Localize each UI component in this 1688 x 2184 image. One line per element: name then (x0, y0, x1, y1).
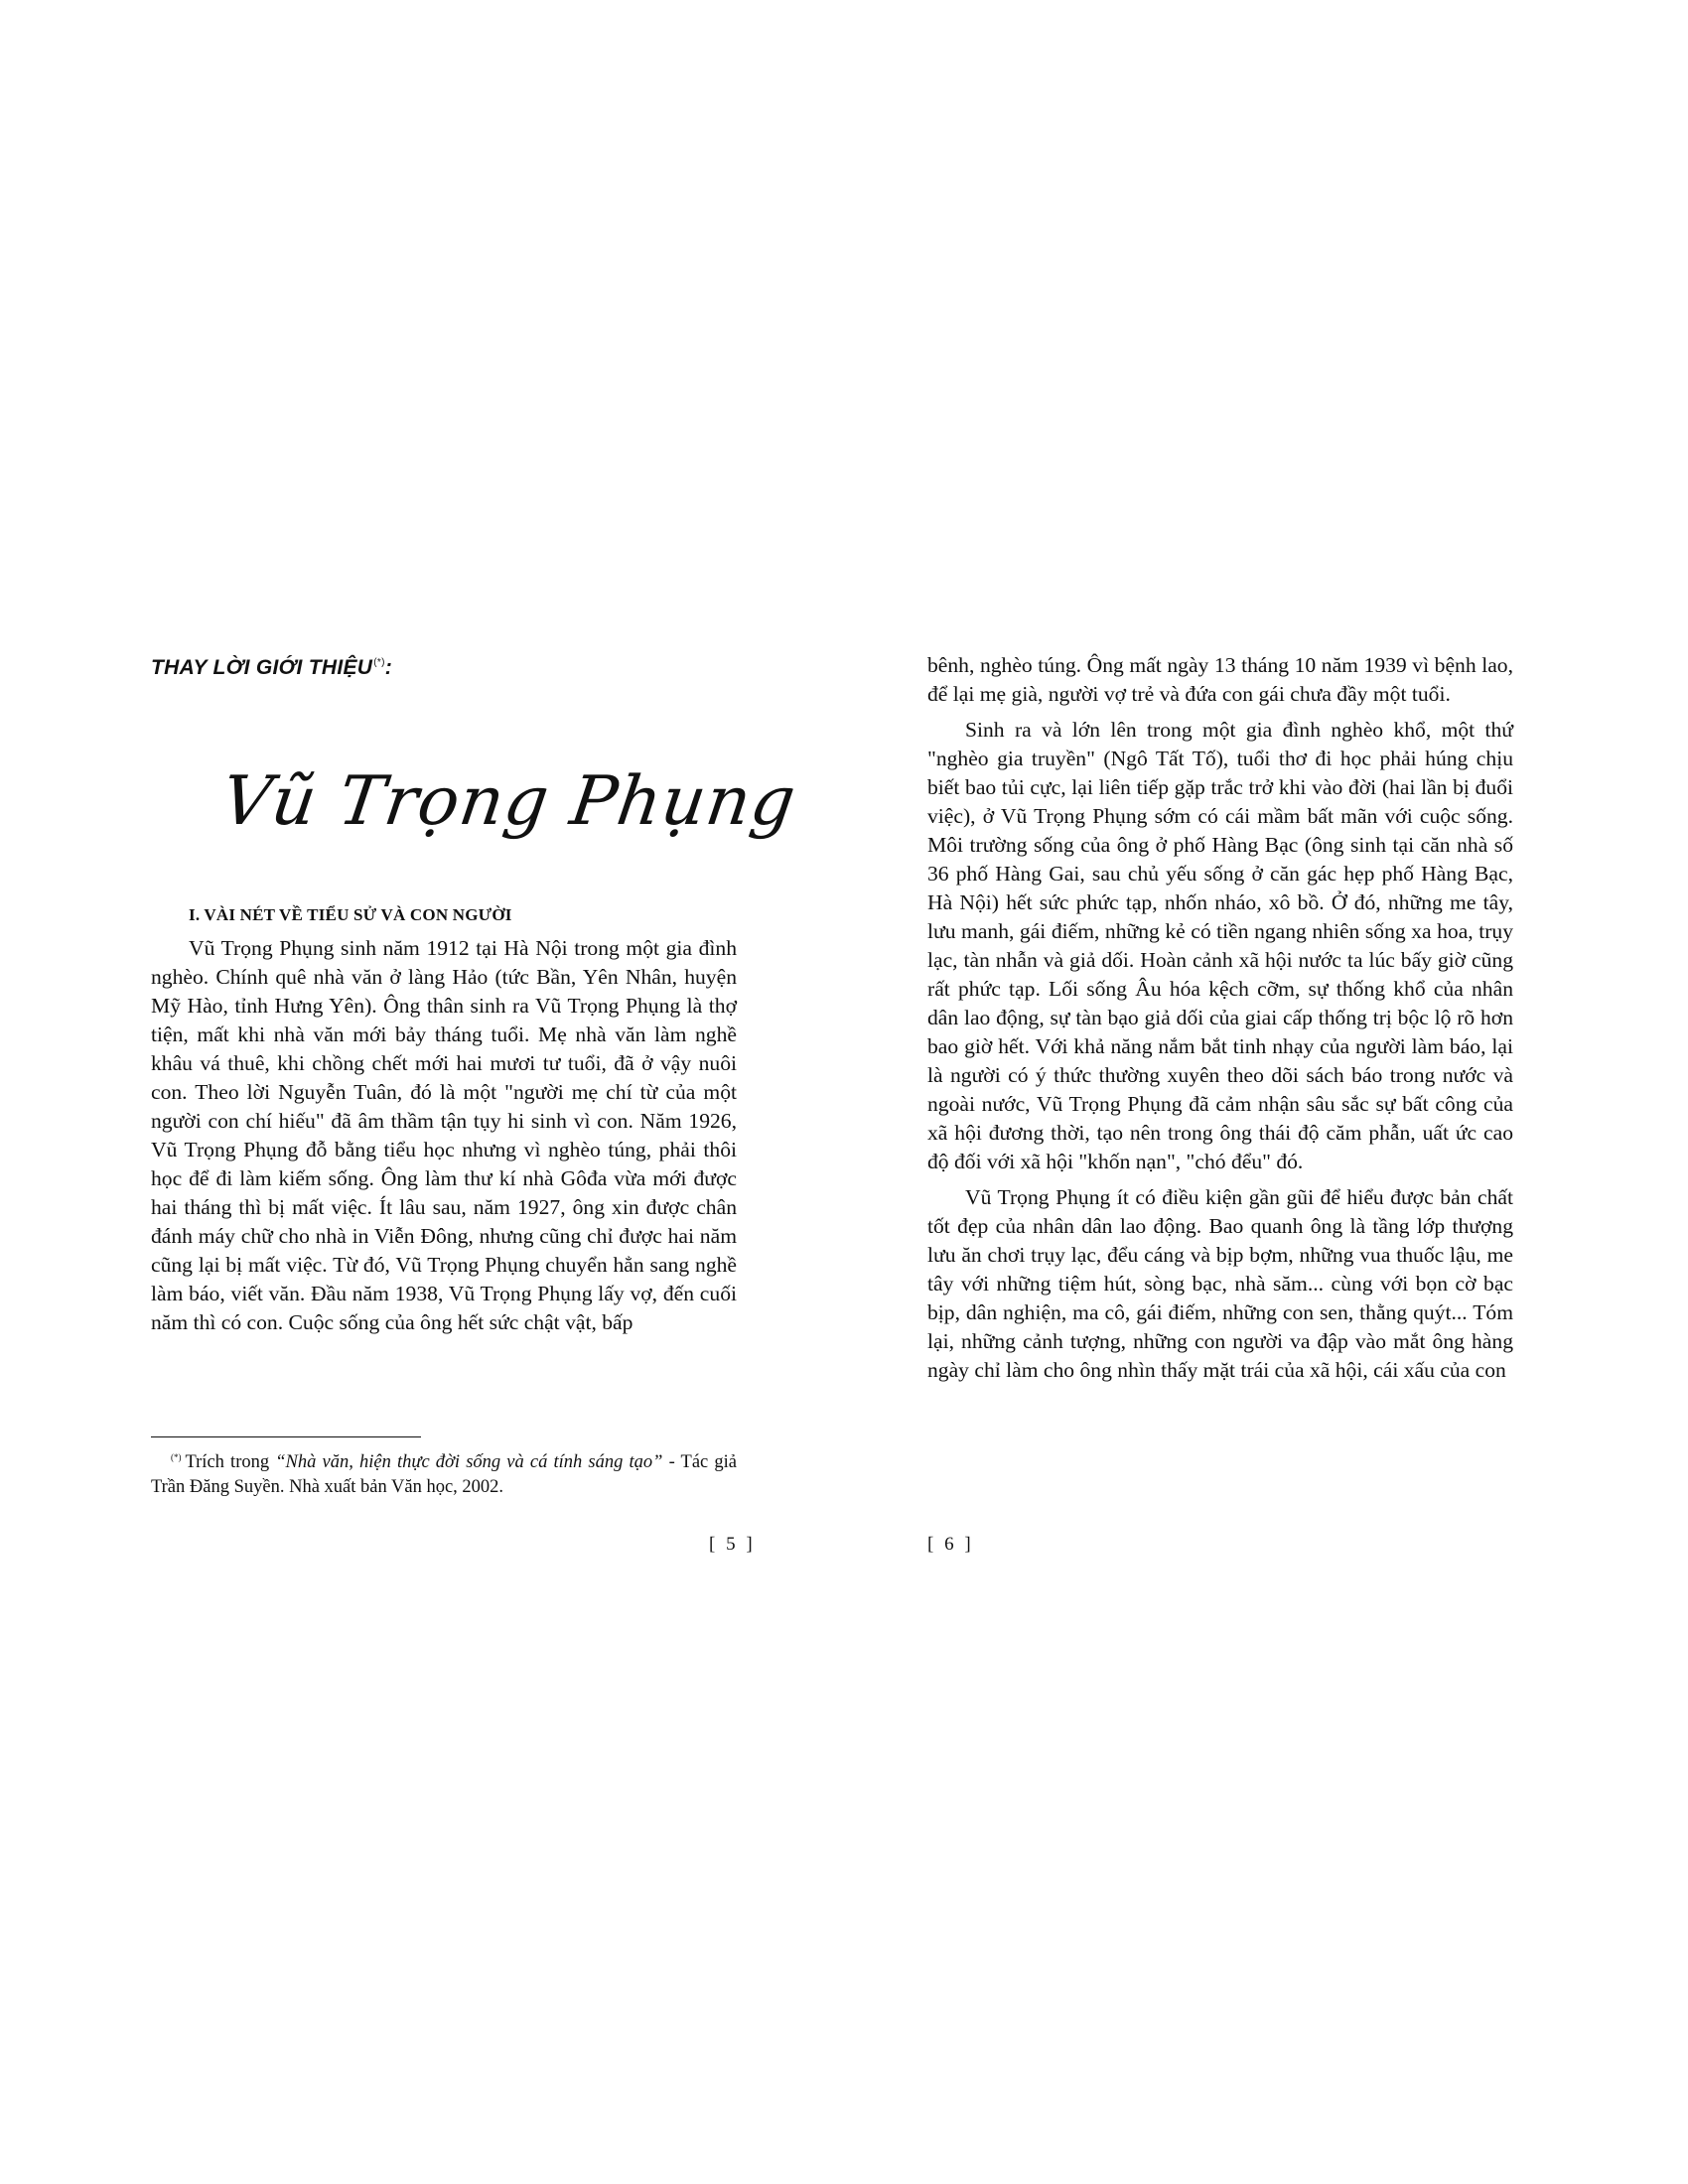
paragraph: Vũ Trọng Phụng ít có điều kiện gần gũi để hiểu được bản chất tốt đẹp của nhân dân lao động. Bao quanh ông là tầng lớp thượng lưu ăn chơi trụy lạc, đểu cáng và bịp bợm, những vua thuốc lậu, me tây với những tiệm hút, sòng bạc, nhà săm... cùng với bọn cờ bạc bịp, dân nghiện, ma cô, gái điếm, những con sen, thằng quýt... Tóm lại, những cảnh tượng, những con người va đập vào mắt ông hàng ngày chỉ làm cho ông nhìn thấy mặt trái của xã hội, cái xấu của con (927, 1185, 1513, 1382)
right-body-text (927, 651, 1513, 1385)
paragraph: Vũ Trọng Phụng sinh năm 1912 tại Hà Nội trong một gia đình nghèo. Chính quê nhà văn ở làng Hảo (tức Bần, Yên Nhân, huyện Mỹ Hào, tỉnh Hưng Yên). Ông thân sinh ra Vũ Trọng Phụng là thợ tiện, mất khi nhà văn mới bảy tháng tuổi. Mẹ nhà văn làm nghề khâu vá thuê, khi chồng chết mới hai mươi tư tuổi, đã ở vậy nuôi con. Theo lời Nguyễn Tuân, đó là một "người mẹ chí từ của một người con chí hiếu" đã âm thầm tận tụy hi sinh vì con. Năm 1926, Vũ Trọng Phụng đỗ bằng tiểu học nhưng vì nghèo túng, phải thôi học để đi làm kiếm sống. Ông làm thư kí nhà Gôđa vừa mới được hai tháng thì bị mất việc. Ít lâu sau, năm 1927, ông xin được chân đánh máy chữ cho nhà in Viễn Đông, nhưng cũng chỉ được hai năm cũng lại bị mất việc. Từ đó, Vũ Trọng Phụng chuyển hẳn sang nghề làm báo, viết văn. Đầu năm 1938, Vũ Trọng Phụng lấy vợ, đến cuối năm thì có con. Cuộc sống của ông hết sức chật vật, bấp (151, 936, 737, 1334)
footnote-mark: (*) (171, 1452, 182, 1462)
author-title: Vũ Trọng Phụng (216, 762, 801, 841)
page-number: [ 6 ] (927, 1534, 974, 1555)
intro-heading-text: THAY LỜI GIỚI THIỆU (151, 656, 373, 679)
section-heading: I. VÀI NÉT VỀ TIỂU SỬ VÀ CON NGƯỜI (189, 905, 512, 924)
footnote-suffix: - Tác giả Trần Đăng Suyền. Nhà xuất bản Văn học, 2002. (151, 1452, 738, 1497)
paragraph: Sinh ra và lớn lên trong một gia đình nghèo khổ, một thứ "nghèo gia truyền" (Ngô Tất Tố), tuổi thơ đi học phải húng chịu biết bao tủi cực, lại liên tiếp gặp trắc trở khi vào đời (hai lần bị đuổi việc), ở Vũ Trọng Phụng sớm có cái mầm bất mãn với cuộc sống. Môi trường sống của ông ở phố Hàng Bạc (ông sinh tại căn nhà số 36 phố Hàng Gai, sau chủ yếu sống ở căn gác hẹp phố Hàng Bạc, Hà Nội) hết sức phức tạp, nhốn nháo, xô bồ. Ở đó, những me tây, lưu manh, gái điếm, những kẻ có tiền ngang nhiên sống xa hoa, trụy lạc, tàn nhẫn và giả dối. Hoàn cảnh xã hội nước ta lúc bấy giờ cũng rất phức tạp. Lối sống Âu hóa kệch cỡm, sự thống khổ của nhân dân lao động, sự tàn bạo giả dối của giai cấp thống trị bộc lộ rõ hơn bao giờ hết. Với khả năng nắm bắt tinh nhạy của người làm báo, lại là người có ý thức thường xuyên theo dõi sách báo trong nước và ngoài nước, Vũ Trọng Phụng đã cảm nhận sâu sắc sự bất công của xã hội đương thời, tạo nên trong ông thái độ căm phẫn, uất ức cao độ đối với xã hội "khốn nạn", "chó đểu" đó. (927, 718, 1513, 1173)
footnote-divider (151, 1436, 421, 1437)
footnote (151, 1445, 737, 1500)
footnote-prefix: Trích trong (185, 1452, 276, 1472)
footnote-source-title: “Nhà văn, hiện thực đời sống và cá tính sáng tạo” (275, 1452, 663, 1472)
page-number: [ 5 ] (709, 1534, 756, 1555)
left-body-text (151, 934, 737, 1337)
intro-heading-suffix: : (384, 656, 393, 679)
continued-paragraph: bênh, nghèo túng. Ông mất ngày 13 tháng 10 năm 1939 vì bệnh lao, để lại mẹ già, người vợ trẻ và đứa con gái chưa đầy một tuổi. (927, 653, 1513, 706)
intro-heading (151, 656, 392, 680)
intro-heading-footnote-mark: (*) (373, 657, 385, 668)
